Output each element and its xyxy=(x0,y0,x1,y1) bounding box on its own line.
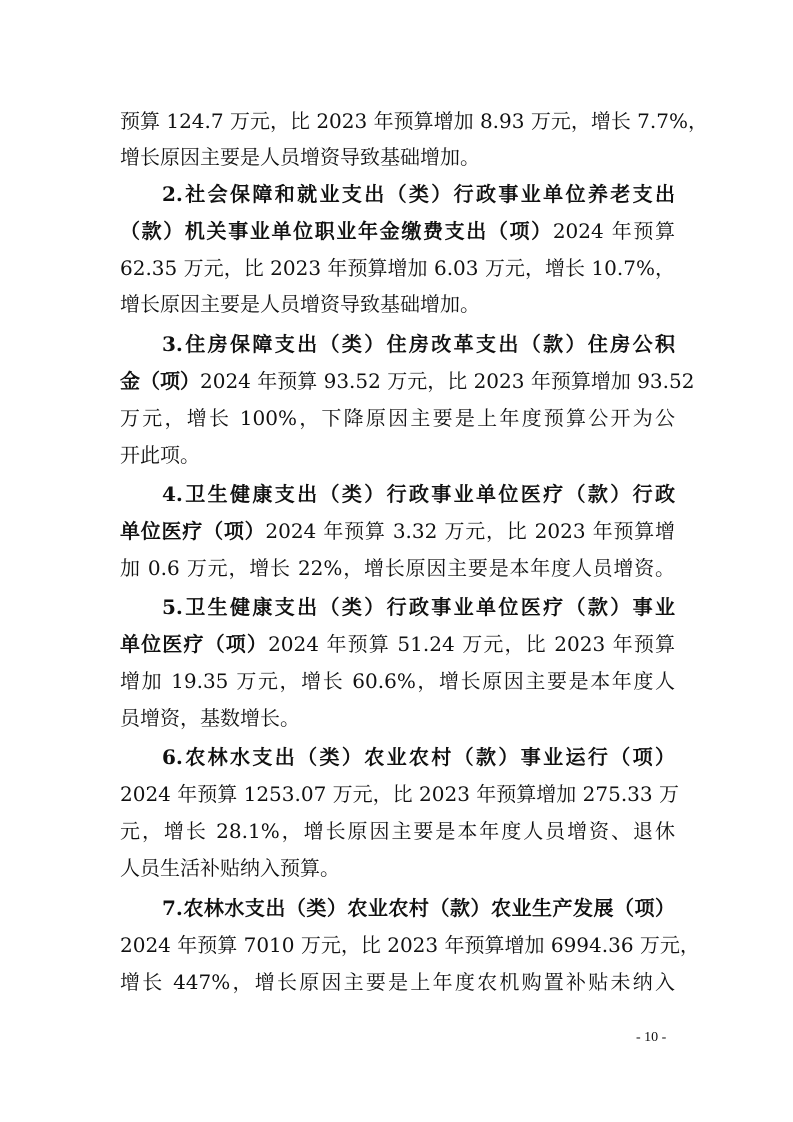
text-run: 2024 年预算 xyxy=(552,219,675,243)
paragraph-line: 62.35 万元，比 2023 年预算增加 6.03 万元，增长 10.7%， xyxy=(120,256,675,280)
item-heading: 3.住房保障支出（类）住房改革支出（款）住房公积 xyxy=(162,332,675,356)
page-number: - 10 - xyxy=(636,1030,667,1045)
paragraph-line xyxy=(120,216,675,246)
paragraph-line: 2024 年预算 7010 万元，比 2023 年预算增加 6994.36 万元， xyxy=(120,933,700,957)
item-heading: 7.农林水支出（类）农业农村（款）农业生产发展（项） xyxy=(162,896,675,920)
paragraph-line: 加 0.6 万元，增长 22%，增长原因主要是本年度人员增资。 xyxy=(120,556,675,580)
paragraph-line: 万元，增长 100%，下降原因主要是上年度预算公开为公 xyxy=(120,406,675,430)
paragraph-line xyxy=(120,516,675,546)
paragraph-line: 人员生活补贴纳入预算。 xyxy=(120,856,340,880)
text-run: 2024 年预算 51.24 万元，比 2023 年预算 xyxy=(268,632,676,656)
text-run: 2024 年预算 93.52 万元，比 2023 年预算增加 93.52 xyxy=(200,369,695,393)
text-run: 2024 年预算 3.32 万元，比 2023 年预算增 xyxy=(265,519,675,543)
paragraph-line: 增长 447%，增长原因主要是上年度农机购置补贴未纳入 xyxy=(120,970,675,994)
item-heading-cont: 单位医疗（项） xyxy=(120,632,269,656)
item-heading-cont: 单位医疗（项） xyxy=(120,519,266,543)
paragraph-line xyxy=(120,366,695,396)
paragraph-line: 预算 124.7 万元，比 2023 年预算增加 8.93 万元，增长 7.7%， xyxy=(120,109,708,133)
item-heading: 2.社会保障和就业支出（类）行政事业单位养老支出 xyxy=(162,182,675,206)
item-heading-cont: （款）机关事业单位职业年金缴费支出（项） xyxy=(120,219,553,243)
paragraph-line: 增长原因主要是人员增资导致基础增加。 xyxy=(120,292,480,316)
item-heading-cont: 金（项） xyxy=(120,369,200,393)
paragraph-line: 增长原因主要是人员增资导致基础增加。 xyxy=(120,145,480,169)
paragraph-line: 员增资，基数增长。 xyxy=(120,706,300,730)
item-heading: 4.卫生健康支出（类）行政事业单位医疗（款）行政 xyxy=(162,482,675,506)
paragraph-line: 元，增长 28.1%，增长原因主要是本年度人员增资、退休 xyxy=(120,819,675,843)
paragraph-line xyxy=(120,629,675,659)
item-heading: 6.农林水支出（类）农业农村（款）事业运行（项） xyxy=(162,745,675,769)
item-heading: 5.卫生健康支出（类）行政事业单位医疗（款）事业 xyxy=(162,595,675,619)
paragraph-line: 2024 年预算 1253.07 万元，比 2023 年预算增加 275.33 万 xyxy=(120,782,679,806)
paragraph-line: 增加 19.35 万元，增长 60.6%，增长原因主要是本年度人 xyxy=(120,669,675,693)
paragraph-line: 开此项。 xyxy=(120,443,200,467)
